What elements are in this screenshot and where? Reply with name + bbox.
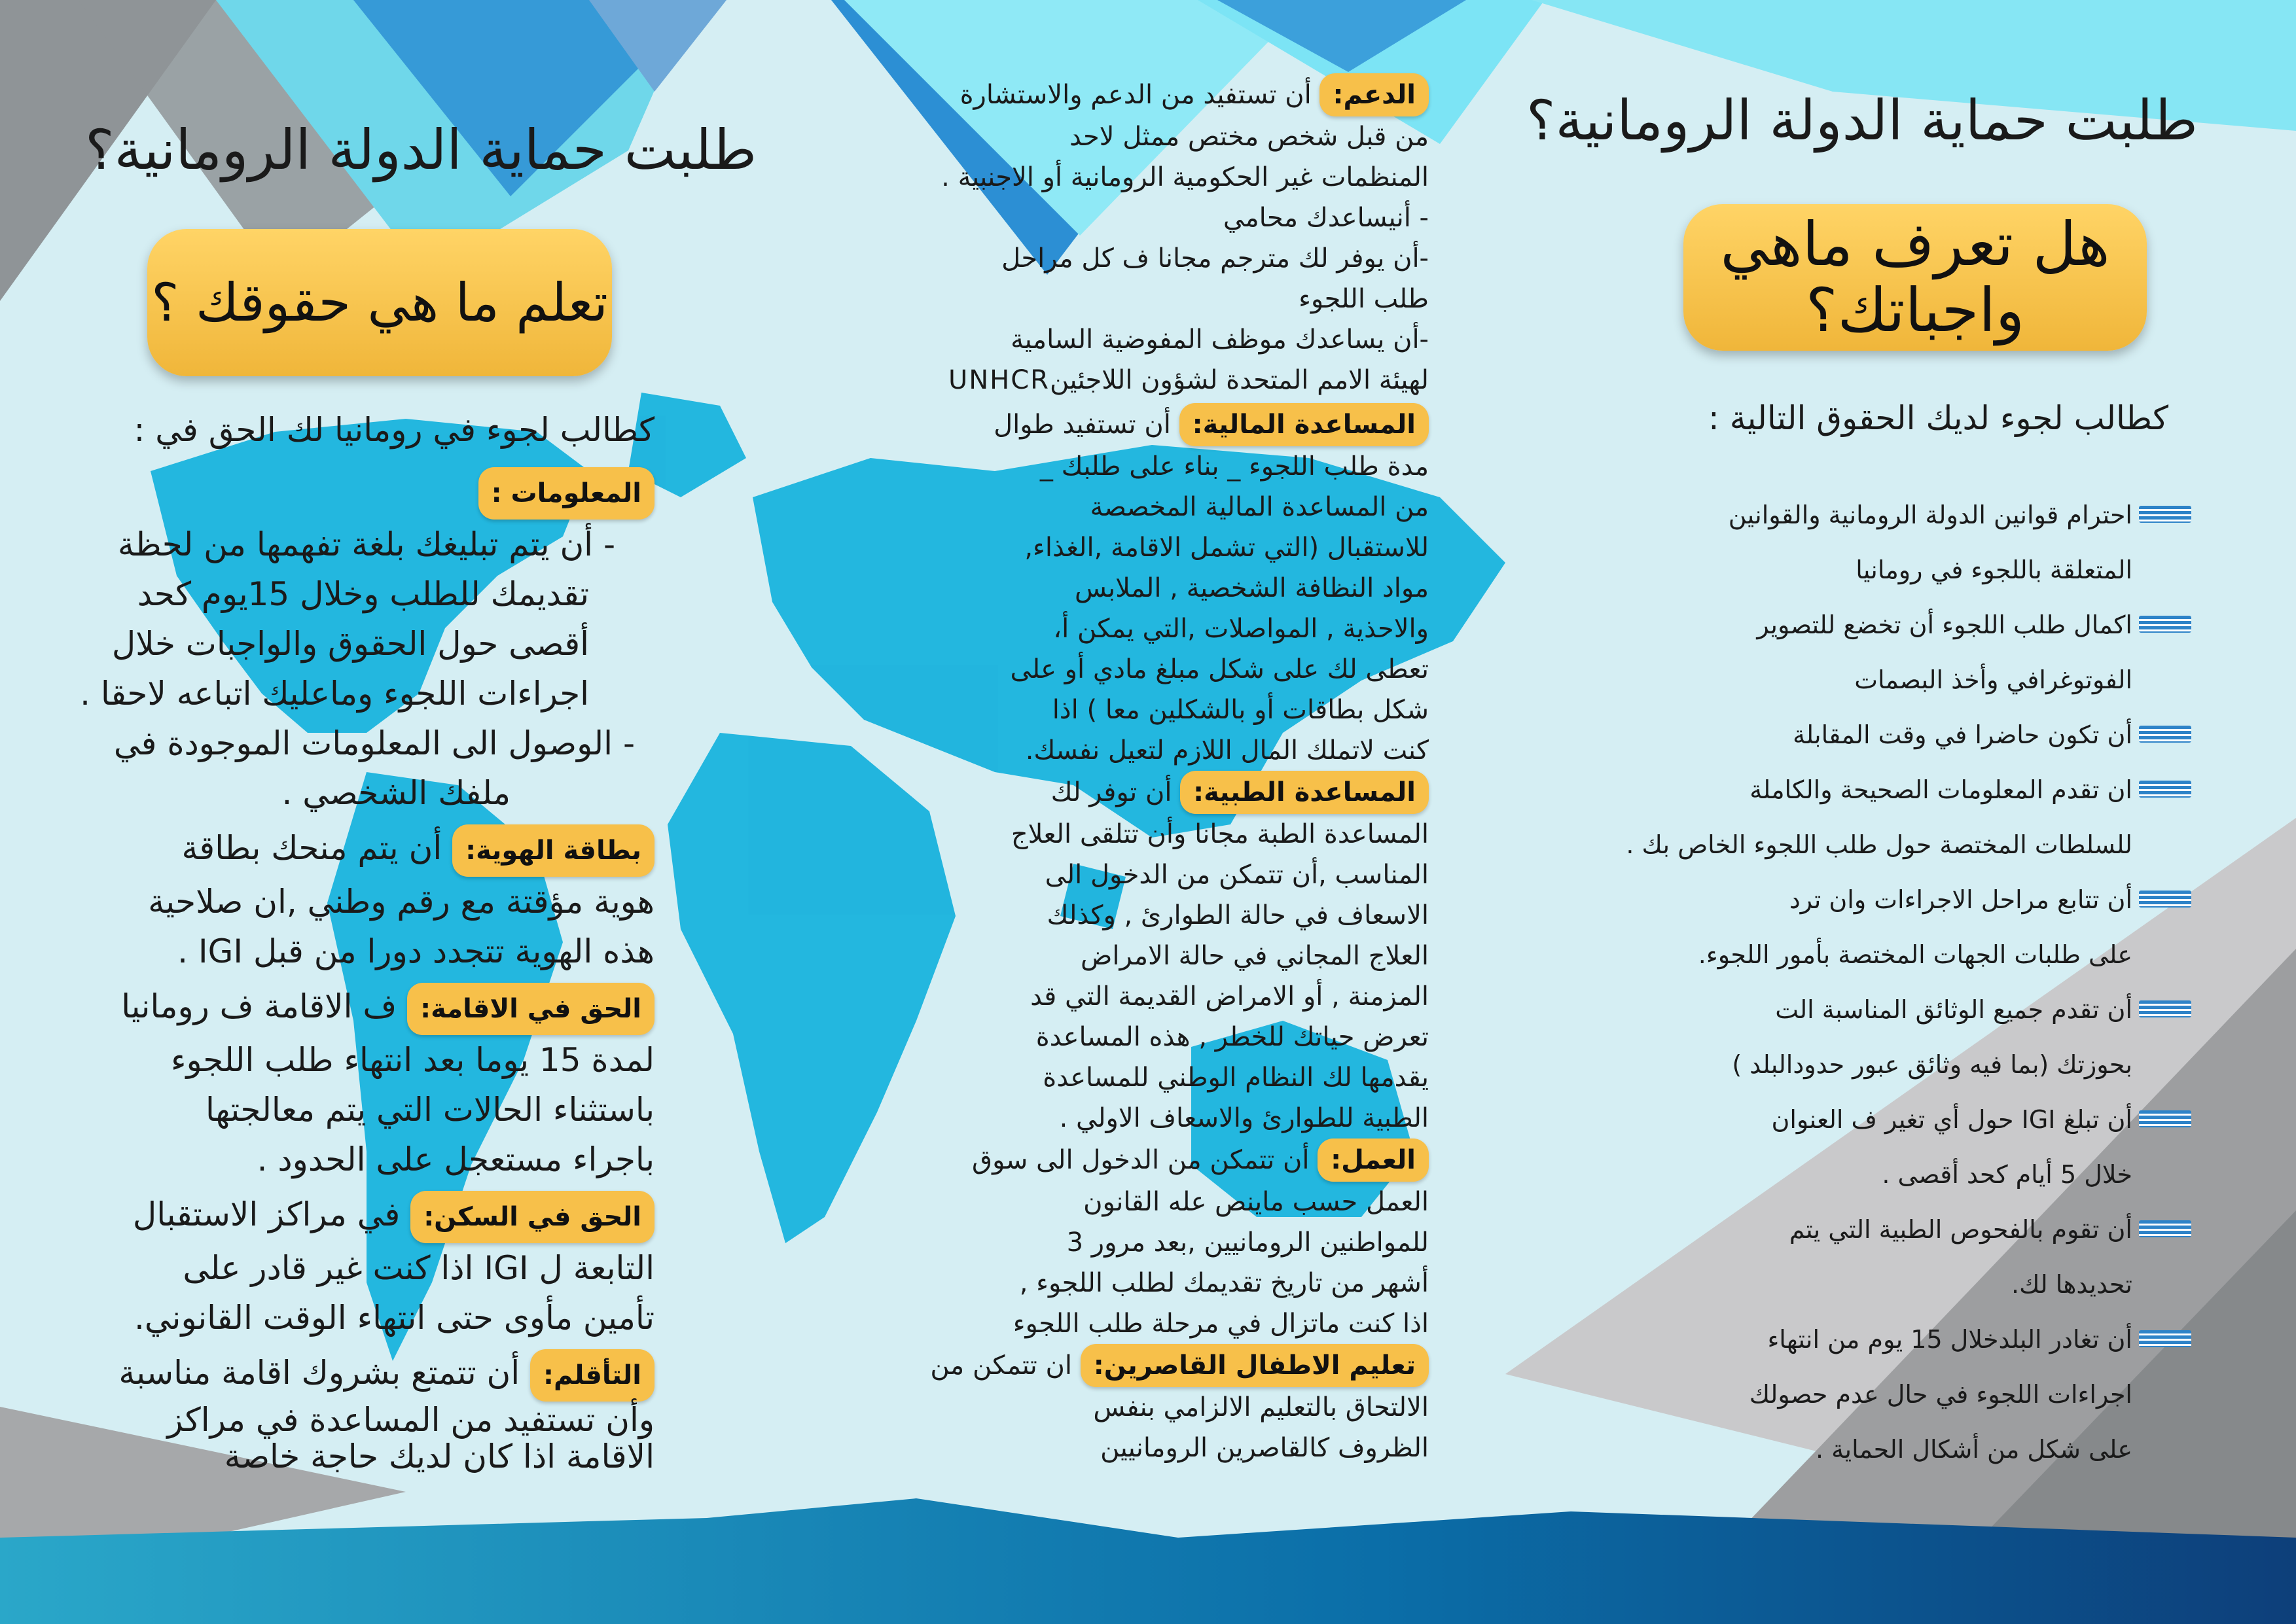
education-line: ان تتمكن من [930, 1350, 1073, 1381]
left-intro: كطالب لجوء في رومانيا لك الحق في : [134, 411, 655, 449]
medical-line: الاسعاف في حالة الطوارئ , وكذلك [1047, 900, 1429, 930]
work-tag: العمل: [1318, 1139, 1429, 1182]
medical-line: يقدمها لك النظام الوطني للمساعدة [1043, 1063, 1429, 1093]
medical-line: المناسب ,أن تتمكن من الدخول الى [1045, 860, 1429, 890]
list-item [1602, 1202, 2191, 1312]
list-item [1602, 762, 2191, 872]
education-section [846, 1344, 1429, 1387]
support-tag: الدعم: [1319, 73, 1429, 116]
financial-line: والاحذية , المواصلات ,التي يمكن أ، [1053, 614, 1429, 644]
medical-line: المزمنة , أو الامراض القديمة التي قد [1030, 981, 1429, 1012]
list-item-text: أن تغادر البلدخلال 15 يوم من انتهاء [1767, 1325, 2132, 1354]
work-section [846, 1139, 1429, 1182]
list-item-text: اجراءات اللجوء في حال عدم حصولك [1749, 1380, 2132, 1409]
work-line: العمل حسب ماينص عله القانون [1083, 1187, 1429, 1217]
medical-line: العلاج المجاني في حالة الامراض [1081, 941, 1429, 971]
housing-line: في مراكز الاستقبال [132, 1195, 401, 1233]
info-line: ملفك الشخصي . [281, 774, 511, 812]
id-line: هذه الهوية تتجدد دورا من قبل IGI . [177, 932, 655, 970]
info-tag: المعلومات : [478, 467, 655, 520]
housing-tag: الحق في السكن: [410, 1191, 655, 1243]
id-tag: بطاقة الهوية: [452, 824, 655, 877]
housing-line: التابعة ل IGI اذا كنت غير قادر على [183, 1249, 655, 1287]
list-item-text: احترام قوانين الدولة الرومانية والقوانين [1728, 501, 2132, 529]
list-item-text: خلال 5 أيام كحد أقصى . [1882, 1160, 2132, 1189]
bullet-icon [2139, 1220, 2191, 1237]
info-line: تقديمك للطلب وخلال 15يوم كحد [137, 575, 589, 613]
medical-line: الطبية للطوارئ والاسعاف الاولي . [1059, 1103, 1429, 1133]
id-line: هوية مؤقتة مع رقم وطني ,ان صلاحية [148, 883, 655, 921]
right-pill-line1: هل تعرف ماهي [1720, 209, 2110, 279]
work-line: للمواطنين الرومانيين ,بعد مرور 3 [1066, 1227, 1429, 1258]
residence-line: باستثناء الحالات التي يتم معالجتها [205, 1091, 655, 1129]
residence-line: باجراء مستعجل على الحدود . [257, 1140, 655, 1178]
education-line: الالتحاق بالتعليم الالزامي بنفس [1093, 1392, 1429, 1422]
medical-line: تعرض حياتك للخطر , هذه المساعدة [1035, 1022, 1429, 1052]
adaptation-line: وأن تستفيد من المساعدة في مراكز [167, 1401, 655, 1439]
adaptation-tag: التأقلم: [530, 1349, 655, 1402]
list-item-text: على شكل من أشكال الحماية . [1815, 1435, 2132, 1464]
info-heading [65, 466, 655, 520]
education-tag: تعليم الاطفال القاصرين: [1081, 1344, 1429, 1387]
residence-section [65, 981, 655, 1035]
financial-line: شكل بطاقات أو بالشكلين معا ) اذا [1052, 695, 1429, 725]
education-line: الظروف كالقاصرين الرومانيين [1100, 1433, 1429, 1463]
financial-line: أن تستفيد طوال [994, 410, 1171, 440]
work-line: أن تتمكن من الدخول الى سوق [972, 1145, 1310, 1175]
housing-line: تأمين مأوى حتى انتهاء الوقت القانوني. [134, 1299, 655, 1337]
medical-line: المساعدة الطبة مجانا وأن تتلقى العلاج [1011, 819, 1429, 849]
support-line: -أن يساعدك موظف المفوضية السامية [1011, 325, 1429, 355]
bullet-icon [2139, 1110, 2191, 1127]
medical-line: أن توفر لك [1050, 777, 1172, 807]
list-item-text: على طلبات الجهات المختصة بأمور اللجوء. [1698, 940, 2132, 969]
work-line: أشهر من تاريخ تقديمك لطلب اللجوء , [1019, 1268, 1429, 1298]
id-section [65, 823, 655, 877]
info-line: - الوصول الى المعلومات الموجودة في [113, 724, 635, 762]
list-item-text: أن تقدم جميع الوثائق المناسبة الت [1775, 995, 2132, 1024]
medical-tag: المساعدة الطبية: [1180, 771, 1429, 814]
right-obligations-list [1602, 487, 2191, 1477]
bullet-icon [2139, 1330, 2191, 1347]
list-item-text: اكمال طلب اللجوء أن تخضع للتصوير [1757, 610, 2132, 639]
list-item [1602, 1312, 2191, 1477]
support-section [846, 73, 1429, 116]
list-item-text: الفوتوغرافي وأخذ البصمات [1854, 665, 2132, 694]
middle-rights-column [846, 73, 1429, 1468]
medical-section [846, 771, 1429, 814]
financial-tag: المساعدة المالية: [1179, 403, 1429, 446]
bullet-icon [2139, 891, 2191, 908]
left-title: طلبت حماية الدولة الرومانية؟ [85, 118, 757, 182]
list-item-text: أن تقوم بالفحوص الطبية التي يتم [1789, 1215, 2132, 1244]
financial-line: مدة طلب اللجوء _ بناء على طلبك _ [1039, 451, 1429, 482]
right-pill-line2: واجباتك؟ [1805, 275, 2025, 345]
right-title: طلبت حماية الدولة الرومانية؟ [1526, 88, 2198, 152]
list-item [1602, 872, 2191, 982]
info-line: أقصى حول الحقوق والواجبات خلال [111, 625, 589, 663]
adaptation-line: أن تتمتع بشروك اقامة مناسبة [118, 1354, 520, 1392]
id-line: أن يتم منحك بطاقة [181, 829, 442, 867]
residence-tag: الحق في الاقامة: [407, 983, 655, 1035]
support-line: - أنيساعدك محامي [1223, 203, 1429, 233]
list-item-text: المتعلقة باللجوء في رومانيا [1856, 556, 2132, 584]
residence-line: ف الاقامة ف رومانيا [121, 987, 397, 1025]
info-line: اجراءات اللجوء وماعليك اتباعه لاحقا . [80, 675, 589, 713]
info-line: - أن يتم تبليغك بلغة تفهمها من لحظة [117, 525, 615, 563]
list-item [1602, 982, 2191, 1092]
work-line: اذا كنت ماتزال في مرحلة طلب اللجوء [1013, 1309, 1429, 1339]
bullet-icon [2139, 726, 2191, 743]
list-item-text: أن تكون حاضرا في وقت المقابلة [1793, 720, 2132, 749]
right-intro: كطالب لجوء لديك الحقوق التالية : [1708, 399, 2168, 437]
support-line: من قبل شخص مختص ممثل لاحد [1069, 122, 1429, 152]
bullet-icon [2139, 781, 2191, 798]
right-obligations-pill [1683, 204, 2147, 351]
list-item [1602, 707, 2191, 762]
support-line: -أن يوفر لك مترجم مجانا ف كل مراحل [1001, 243, 1429, 274]
support-line: المنظمات غير الحكومية الرومانية أو الاجنبية . [941, 162, 1429, 192]
list-item-text: تحديدها لك. [2011, 1270, 2132, 1299]
bullet-icon [2139, 616, 2191, 633]
bullet-icon [2139, 506, 2191, 523]
list-item-text: ان تقدم المعلومات الصحيحة والكاملة [1749, 775, 2132, 804]
bullet-icon [2139, 1000, 2191, 1017]
left-rights-pill: تعلم ما هي حقوقك ؟ [147, 229, 612, 376]
support-line: لهيئة الامم المتحدة لشؤون اللاجئينUNHCR [948, 365, 1429, 395]
residence-line: لمدة 15 يوما بعد انتهاء طلب اللجوء [170, 1041, 655, 1079]
financial-line: للاستقبال (التي تشمل الاقامة ,الغذاء, [1024, 533, 1429, 563]
financial-line: مواد النظافة الشخصية , الملابس [1075, 573, 1429, 603]
list-item-text: بحوزتك (بما فيه وثائق عبور حدودالبلد ) [1732, 1050, 2132, 1079]
adaptation-line: الاقامة اذا كان لديك حاجة خاصة [224, 1438, 655, 1475]
support-line: أن تستفيد من الدعم والاستشارة [960, 80, 1312, 110]
list-item [1602, 597, 2191, 707]
financial-line: من المساعدة المالية المخصصة [1090, 492, 1429, 522]
list-item-text: أن تتابع مراحل الاجراءات وان ترد [1789, 885, 2132, 914]
adaptation-section [65, 1348, 655, 1402]
financial-section [846, 403, 1429, 446]
left-rights-column [65, 466, 655, 1475]
housing-section [65, 1190, 655, 1243]
list-item-text: أن تبلغ IGI حول أي تغير ف العنوان [1771, 1105, 2132, 1134]
list-item [1602, 487, 2191, 597]
financial-line: كنت لاتملك المال اللازم لتعيل نفسك. [1025, 735, 1429, 766]
support-line: طلب اللجوء [1299, 284, 1429, 314]
financial-line: تعطى لك على شكل مبلغ مادي أو على [1010, 654, 1429, 684]
list-item [1602, 1092, 2191, 1202]
list-item-text: للسلطات المختصة حول طلب اللجوء الخاص بك . [1626, 830, 2132, 859]
